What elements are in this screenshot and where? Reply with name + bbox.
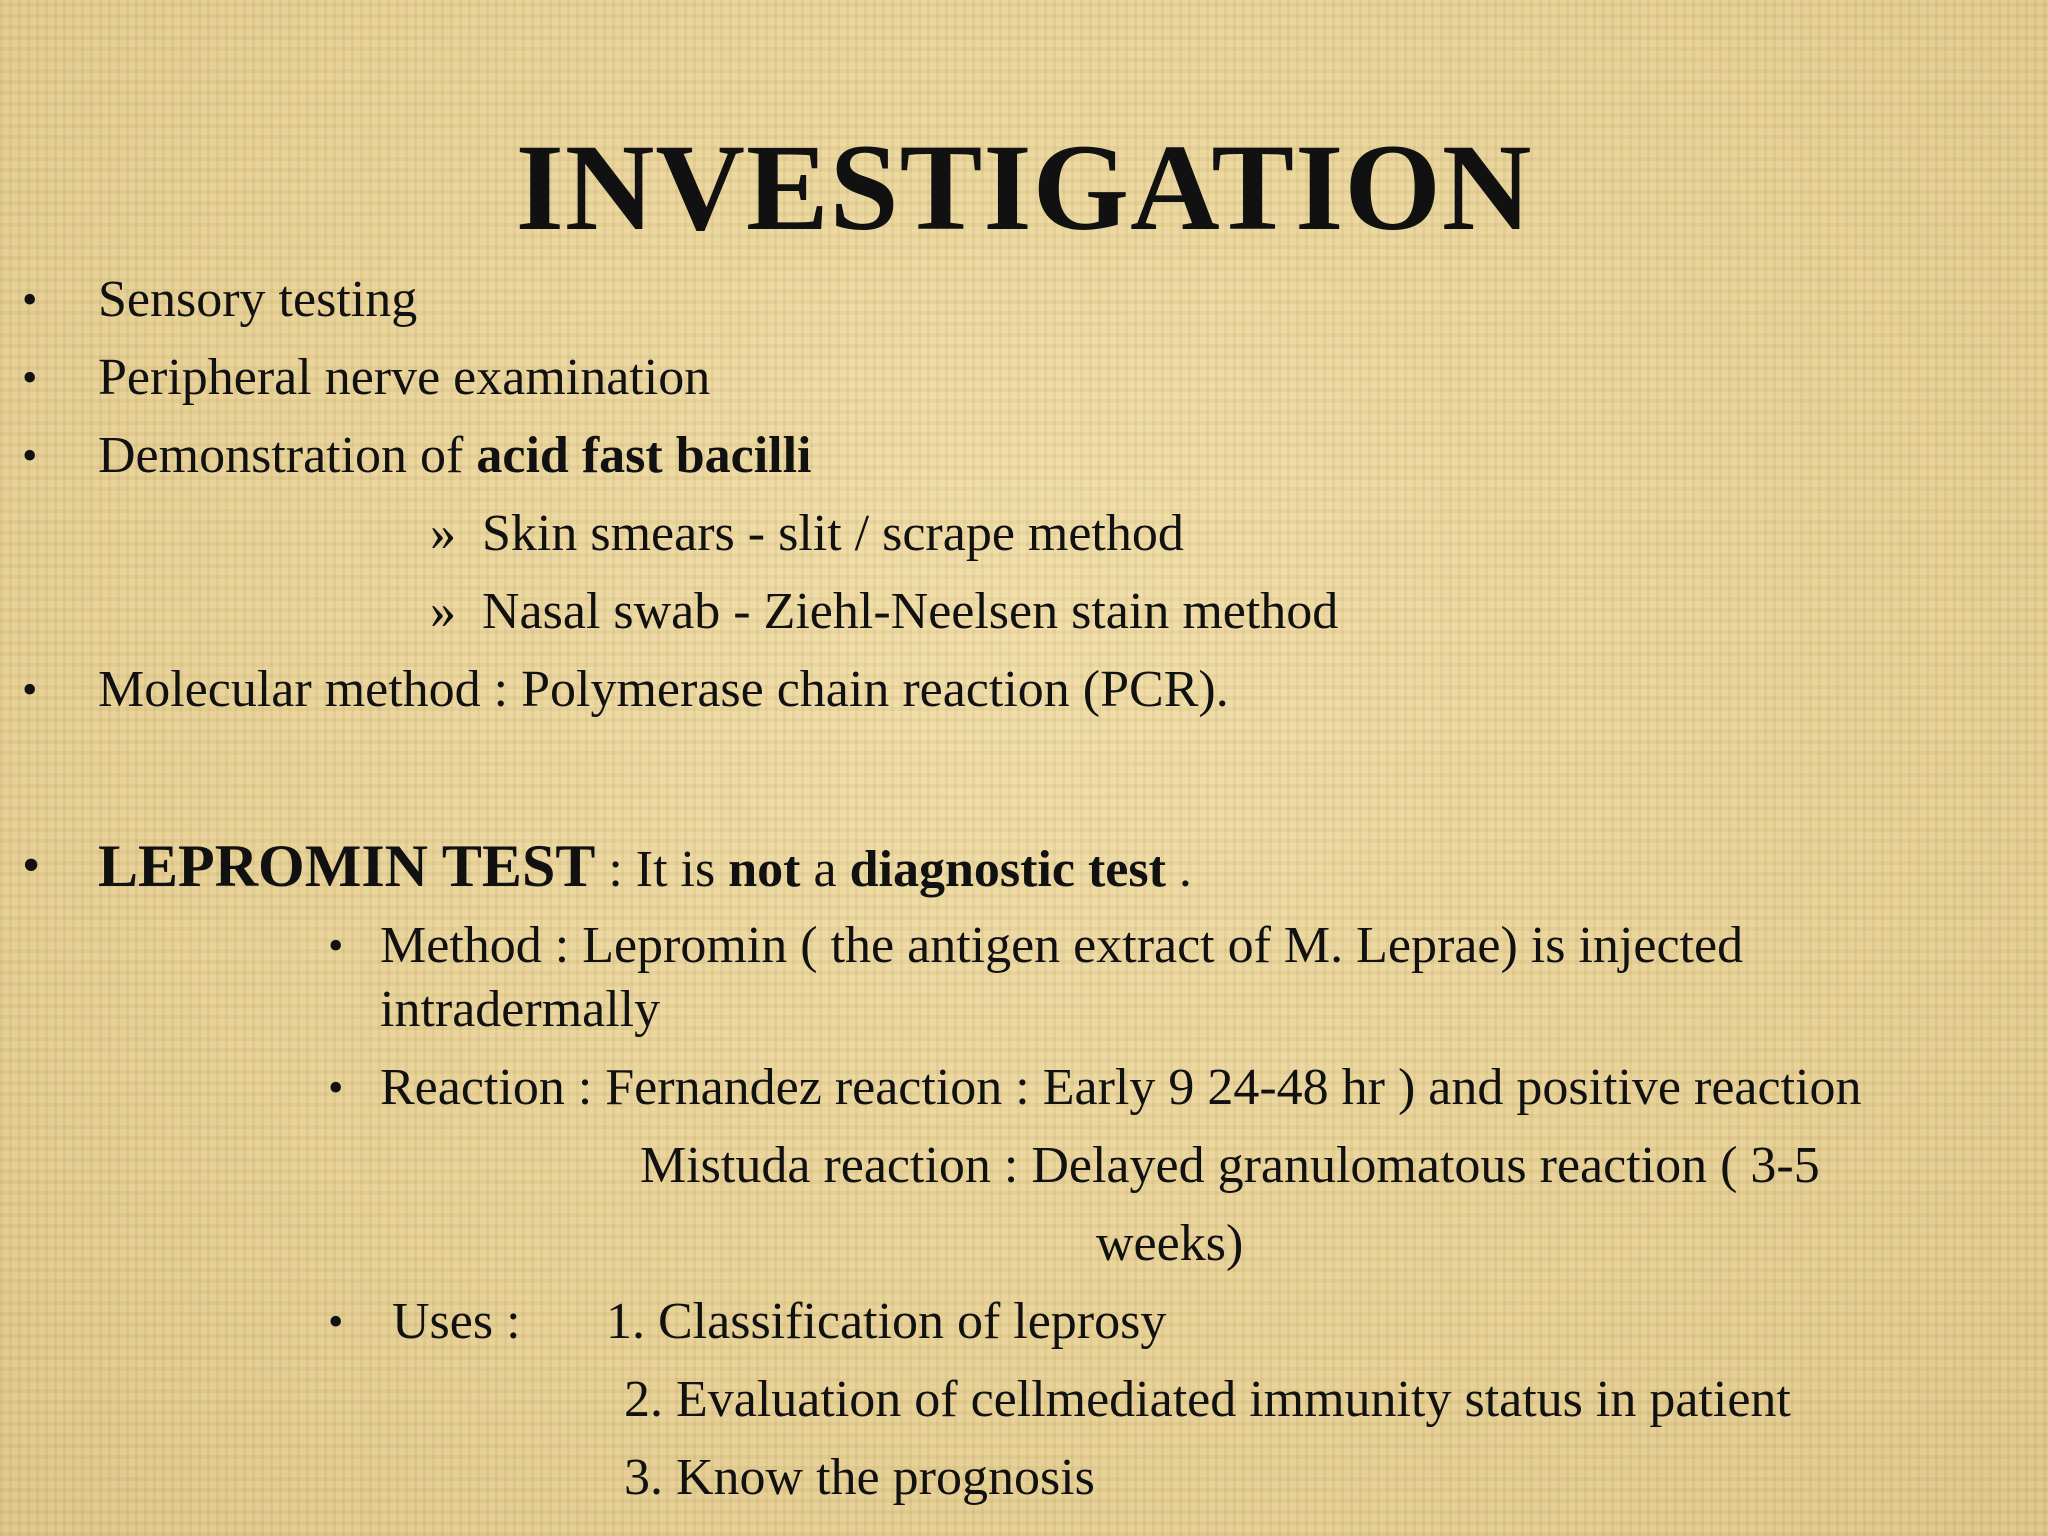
bullet-marker: •: [328, 921, 344, 970]
item-peripheral-nerve: Peripheral nerve examination: [98, 349, 711, 406]
slide-title: INVESTIGATION: [515, 119, 1533, 256]
lepromin-not: not: [728, 841, 801, 898]
item-skin-smears: Skin smears - slit / scrape method: [482, 505, 1184, 562]
demonstration-bold: acid fast bacilli: [476, 427, 812, 484]
reaction-line-2: Mistuda reaction : Delayed granulomatous reaction ( 3-5: [640, 1137, 1820, 1194]
lepromin-diagnostic: diagnostic test: [849, 841, 1166, 898]
bullet-marker: •: [22, 275, 38, 324]
lepromin-title: LEPROMIN TEST: [98, 833, 596, 899]
use-3: 3. Know the prognosis: [624, 1449, 1095, 1506]
demonstration-prefix: Demonstration of: [98, 427, 477, 484]
bullet-marker: •: [328, 1297, 344, 1346]
method-line-2: intradermally: [380, 981, 661, 1038]
bullet-marker: •: [22, 431, 38, 480]
reaction-line-3: weeks): [1096, 1215, 1244, 1272]
item-nasal-swab: Nasal swab - Ziehl-Neelsen stain method: [482, 583, 1339, 640]
uses-label: Uses :: [392, 1293, 521, 1350]
bullet-marker: •: [22, 665, 38, 714]
method-line-1: Method : Lepromin ( the antigen extract of M. Leprae) is injected: [380, 917, 1744, 974]
item-demonstration: [98, 424, 811, 488]
item-sensory-testing: Sensory testing: [98, 271, 418, 328]
lepromin-test-heading: [98, 830, 1192, 906]
bullet-marker: •: [328, 1063, 344, 1112]
sub-bullet-marker: »: [430, 583, 456, 640]
item-molecular-method: Molecular method : Polymerase chain reaction (PCR).: [98, 661, 1229, 718]
reaction-line-1: Reaction : Fernandez reaction : Early 9 24-48 hr ) and positive reaction: [380, 1059, 1862, 1116]
bullet-marker: •: [22, 837, 41, 894]
use-2: 2. Evaluation of cellmediated immunity status in patient: [624, 1371, 1791, 1428]
lepromin-sep: : It is: [595, 841, 729, 898]
lepromin-a: a: [800, 841, 850, 898]
lepromin-end: .: [1165, 841, 1192, 898]
sub-bullet-marker: »: [430, 505, 456, 562]
bullet-marker: •: [22, 353, 38, 402]
use-1: 1. Classification of leprosy: [606, 1293, 1167, 1350]
